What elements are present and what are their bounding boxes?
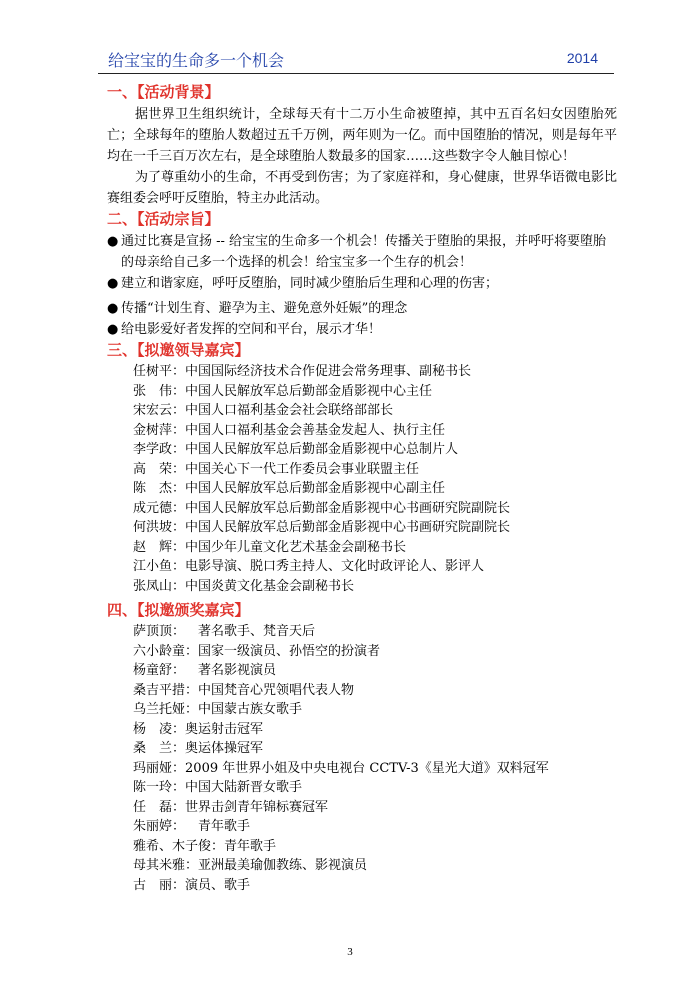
guest-description: 青年歌手 xyxy=(185,819,251,834)
section-title-purpose: 二、【活动宗旨】 xyxy=(107,210,220,228)
leader-guest-row xyxy=(107,538,617,558)
guest-description: 青年歌手 xyxy=(224,838,277,854)
guest-name: 陈 杰 xyxy=(133,481,173,496)
guest-separator: ： xyxy=(211,838,225,854)
guest-separator: ： xyxy=(172,403,186,418)
bullet-icon: ● xyxy=(107,301,119,316)
guest-description: 世界击剑青年锦标赛冠军 xyxy=(185,799,329,815)
document-body xyxy=(107,82,617,895)
guest-name: 任 磊 xyxy=(133,799,173,815)
leader-guest-row xyxy=(107,401,617,421)
leader-guest-row xyxy=(107,460,617,480)
guest-separator: ： xyxy=(172,578,186,594)
guest-description: 中国国际经济技术合作促进会常务理事、副秘书长 xyxy=(185,364,472,379)
guest-description: 奥运体操冠军 xyxy=(185,741,264,756)
leader-guest-row xyxy=(107,499,617,519)
guest-name: 乌兰托娅 xyxy=(133,702,186,717)
guest-description: 中国大陆新晋女歌手 xyxy=(185,780,303,795)
guest-separator: ： xyxy=(172,364,186,379)
guest-description: 亚洲最美瑜伽教练、影视演员 xyxy=(198,858,368,873)
guest-description: 2009 年世界小姐及中央电视台 CCTV-3《星光大道》双料冠军 xyxy=(185,760,549,776)
guest-description: 中国关心下一代工作委员会事业联盟主任 xyxy=(185,461,420,477)
guest-separator: ： xyxy=(172,539,186,555)
background-paragraph: 据世界卫生组织统计，全球每天有十二万小生命被堕掉，其中五百名妇女因堕胎死亡；全球每年的堕胎人数超过五千万例，两年则为一亿。而中国堕胎的情况，则是每年平均在一千三百万次左右，是全球堕胎人数最多的国家……这些数字令人触目惊心！ xyxy=(107,107,617,164)
guest-name: 杨 凌 xyxy=(133,721,173,737)
guest-description: 中国人民解放军总后勤部金盾影视中心书画研究院副院长 xyxy=(185,500,511,516)
award-guest-row xyxy=(107,798,617,818)
guest-separator: ： xyxy=(172,721,186,737)
guest-separator: ： xyxy=(172,741,186,756)
guest-name: 雅希、木子俊 xyxy=(133,838,212,854)
leader-guest-row xyxy=(107,440,617,460)
guest-separator: ： xyxy=(172,663,186,678)
guest-description: 中国梵音心咒领唱代表人物 xyxy=(198,682,355,698)
header-divider xyxy=(98,73,614,74)
guest-separator: ： xyxy=(172,877,186,893)
award-guest-row xyxy=(107,876,617,896)
award-guest-row xyxy=(107,720,617,740)
award-guest-row xyxy=(107,856,617,876)
award-guest-row xyxy=(107,817,617,837)
award-guest-row xyxy=(107,681,617,701)
guest-separator: ： xyxy=(172,500,186,516)
guest-name: 陈一玲 xyxy=(133,780,173,795)
leader-guest-row xyxy=(107,479,617,499)
guest-separator: ： xyxy=(172,819,186,834)
purpose-item-text: 建立和谐家庭，呼吁反堕胎，同时减少堕胎后生理和心理的伤害； xyxy=(121,276,499,291)
guest-name: 桑 兰 xyxy=(133,741,173,756)
leader-guest-list xyxy=(107,362,617,596)
guest-description: 著名歌手、梵音天后 xyxy=(185,624,316,639)
guest-name: 江小鱼 xyxy=(133,559,173,574)
guest-name: 古 丽 xyxy=(133,877,173,893)
guest-separator: ： xyxy=(172,520,186,535)
purpose-item-text: 通过比赛是宣扬 -- 给宝宝的生命多一个机会！传播关于堕胎的果报，并呼吁将要堕胎的母亲给自己多一个选择的机会！给宝宝多一个生存的机会！ xyxy=(121,234,607,270)
purpose-item xyxy=(107,273,617,294)
leader-guest-row xyxy=(107,518,617,538)
guest-name: 任树平 xyxy=(133,364,173,379)
bullet-icon: ● xyxy=(107,276,119,291)
award-guest-row xyxy=(107,739,617,759)
guest-separator: ： xyxy=(172,481,186,496)
guest-description: 电影导演、脱口秀主持人、文化时政评论人、影评人 xyxy=(185,559,485,574)
award-guest-row xyxy=(107,642,617,662)
award-guest-row xyxy=(107,837,617,857)
page-number: 3 xyxy=(347,946,353,958)
guest-description: 奥运射击冠军 xyxy=(185,721,264,737)
guest-name: 李学政 xyxy=(133,442,173,457)
bullet-icon: ● xyxy=(107,322,119,337)
leader-guest-row xyxy=(107,421,617,441)
guest-description: 中国人民解放军总后勤部金盾影视中心总制片人 xyxy=(185,442,459,457)
guest-description: 中国人口福利基金会善基金发起人、执行主任 xyxy=(185,422,446,438)
award-guest-list xyxy=(107,622,617,895)
guest-description: 中国人民解放军总后勤部金盾影视中心主任 xyxy=(185,383,433,399)
guest-name: 玛丽娅 xyxy=(133,760,173,776)
leader-guest-row xyxy=(107,577,617,597)
purpose-item xyxy=(107,298,617,319)
purpose-item-text: 给电影爱好者发挥的空间和平台，展示才华！ xyxy=(121,322,382,337)
leader-guest-row xyxy=(107,557,617,577)
guest-separator: ： xyxy=(172,559,186,574)
award-guest-row xyxy=(107,700,617,720)
guest-name: 金树萍 xyxy=(133,422,173,438)
purpose-item-text: 传播“计划生育、避孕为主、避免意外妊娠”的理念 xyxy=(121,301,408,316)
award-guest-row xyxy=(107,759,617,779)
guest-description: 中国人民解放军总后勤部金盾影视中心副主任 xyxy=(185,481,446,496)
guest-name: 张 伟 xyxy=(133,383,173,399)
guest-separator: ： xyxy=(185,643,199,659)
guest-name: 张凤山 xyxy=(133,578,173,594)
header-year: 2014 xyxy=(566,50,598,66)
guest-name: 杨童舒 xyxy=(133,663,173,678)
guest-separator: ： xyxy=(172,422,186,438)
guest-name: 赵 辉 xyxy=(133,539,173,555)
section-title-leaders: 三、【拟邀领导嘉宾】 xyxy=(107,341,250,359)
guest-name: 桑吉平措 xyxy=(133,682,186,698)
section-title-background: 一、【活动背景】 xyxy=(107,83,220,101)
guest-separator: ： xyxy=(185,682,199,698)
award-guest-row xyxy=(107,661,617,681)
guest-separator: ： xyxy=(172,442,186,457)
guest-separator: ： xyxy=(172,780,186,795)
guest-description: 中国蒙古族女歌手 xyxy=(198,702,303,717)
guest-name: 萨顶顶 xyxy=(133,624,173,639)
guest-separator: ： xyxy=(172,760,186,776)
leader-guest-row xyxy=(107,382,617,402)
guest-description: 中国人口福利基金会社会联络部部长 xyxy=(185,403,394,418)
bullet-icon: ● xyxy=(107,234,119,249)
guest-description: 著名影视演员 xyxy=(185,663,277,678)
section-title-award-guests: 四、【拟邀颁奖嘉宾】 xyxy=(107,601,250,619)
guest-separator: ： xyxy=(172,461,186,477)
guest-description: 演员、歌手 xyxy=(185,877,251,893)
guest-description: 中国炎黄文化基金会副秘书长 xyxy=(185,578,355,594)
background-paragraph: 为了尊重幼小的生命，不再受到伤害；为了家庭祥和，身心健康，世界华语微电影比赛组委会呼吁反堕胎，特主办此活动。 xyxy=(107,170,617,206)
guest-name: 母其米雅 xyxy=(133,858,186,873)
guest-separator: ： xyxy=(185,702,199,717)
purpose-item xyxy=(107,231,617,273)
guest-name: 宋宏云 xyxy=(133,403,173,418)
guest-name: 朱丽婷 xyxy=(133,819,173,834)
guest-name: 六小龄童 xyxy=(133,643,186,659)
guest-name: 何洪坡 xyxy=(133,520,173,535)
award-guest-row xyxy=(107,778,617,798)
guest-description: 中国人民解放军总后勤部金盾影视中心书画研究院副院长 xyxy=(185,520,511,535)
guest-separator: ： xyxy=(172,383,186,399)
purpose-item xyxy=(107,319,617,340)
guest-separator: ： xyxy=(172,799,186,815)
guest-separator: ： xyxy=(185,858,199,873)
guest-name: 高 荣 xyxy=(133,461,173,477)
header-title: 给宝宝的生命多一个机会 xyxy=(108,51,285,70)
leader-guest-row xyxy=(107,362,617,382)
guest-separator: ： xyxy=(172,624,186,639)
award-guest-row xyxy=(107,622,617,642)
guest-name: 成元德 xyxy=(133,500,173,516)
page-header xyxy=(108,46,600,70)
guest-description: 中国少年儿童文化艺术基金会副秘书长 xyxy=(185,539,407,555)
guest-description: 国家一级演员、孙悟空的扮演者 xyxy=(198,643,381,659)
